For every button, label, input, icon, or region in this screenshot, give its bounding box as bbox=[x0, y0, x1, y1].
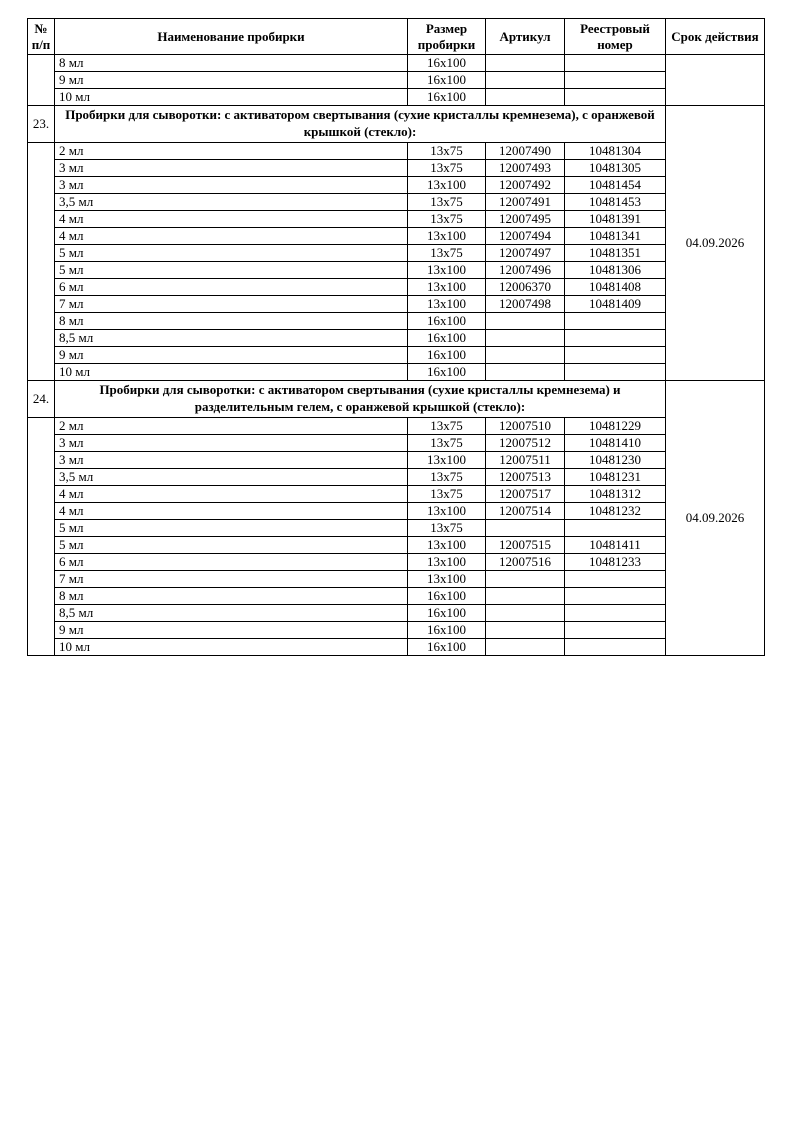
table-row bbox=[28, 160, 765, 177]
column-header-registry: Реестровый номер bbox=[565, 19, 666, 55]
tube-name-cell: 3 мл bbox=[55, 452, 408, 469]
registry-number-cell: 10481409 bbox=[565, 296, 666, 313]
validity-cell: 04.09.2026 bbox=[666, 106, 765, 381]
tube-size-cell: 13x75 bbox=[408, 418, 486, 435]
registry-number-cell bbox=[565, 313, 666, 330]
row-number-cell: 24. bbox=[28, 381, 55, 418]
article-cell bbox=[486, 72, 565, 89]
article-cell: 12007498 bbox=[486, 296, 565, 313]
article-cell bbox=[486, 347, 565, 364]
table-row bbox=[28, 435, 765, 452]
article-cell: 12007517 bbox=[486, 486, 565, 503]
tube-name-cell: 8 мл bbox=[55, 55, 408, 72]
table-row bbox=[28, 89, 765, 106]
registry-number-cell: 10481341 bbox=[565, 228, 666, 245]
tube-table bbox=[27, 18, 765, 656]
registry-number-cell: 10481408 bbox=[565, 279, 666, 296]
registry-number-cell: 10481305 bbox=[565, 160, 666, 177]
tube-name-cell: 6 мл bbox=[55, 279, 408, 296]
tube-name-cell: 6 мл bbox=[55, 554, 408, 571]
tube-size-cell: 13x75 bbox=[408, 520, 486, 537]
article-cell bbox=[486, 55, 565, 72]
article-cell: 12007493 bbox=[486, 160, 565, 177]
article-cell bbox=[486, 605, 565, 622]
article-cell: 12007511 bbox=[486, 452, 565, 469]
tube-name-cell: 4 мл bbox=[55, 503, 408, 520]
tube-name-cell: 10 мл bbox=[55, 89, 408, 106]
tube-size-cell: 13x100 bbox=[408, 177, 486, 194]
table-row bbox=[28, 55, 765, 72]
table-row bbox=[28, 486, 765, 503]
tube-name-cell: 8,5 мл bbox=[55, 330, 408, 347]
tube-size-cell: 13x100 bbox=[408, 554, 486, 571]
table-row bbox=[28, 503, 765, 520]
table-row bbox=[28, 194, 765, 211]
table-row bbox=[28, 347, 765, 364]
article-cell bbox=[486, 89, 565, 106]
validity-cell bbox=[666, 55, 765, 106]
tube-name-cell: 5 мл bbox=[55, 537, 408, 554]
registry-number-cell: 10481304 bbox=[565, 143, 666, 160]
section-header-row bbox=[28, 106, 765, 143]
row-number-cell: 23. bbox=[28, 106, 55, 143]
tube-size-cell: 13x75 bbox=[408, 469, 486, 486]
tube-size-cell: 13x100 bbox=[408, 571, 486, 588]
tube-name-cell: 5 мл bbox=[55, 262, 408, 279]
article-cell: 12006370 bbox=[486, 279, 565, 296]
table-row bbox=[28, 296, 765, 313]
row-number-cell bbox=[28, 55, 55, 106]
tube-size-cell: 16x100 bbox=[408, 364, 486, 381]
tube-name-cell: 10 мл bbox=[55, 364, 408, 381]
row-number-cell bbox=[28, 418, 55, 656]
registry-number-cell: 10481231 bbox=[565, 469, 666, 486]
tube-name-cell: 5 мл bbox=[55, 245, 408, 262]
section-title-cell: Пробирки для сыворотки: с активатором свертывания (сухие кристаллы кремнезема) и разделительным гелем, с оранжевой крышкой (стекло): bbox=[55, 381, 666, 418]
table-row bbox=[28, 418, 765, 435]
article-cell bbox=[486, 364, 565, 381]
registry-number-cell bbox=[565, 588, 666, 605]
tube-name-cell: 2 мл bbox=[55, 418, 408, 435]
article-cell: 12007513 bbox=[486, 469, 565, 486]
article-cell bbox=[486, 520, 565, 537]
column-header-size: Размер пробирки bbox=[408, 19, 486, 55]
tube-size-cell: 13x100 bbox=[408, 296, 486, 313]
table-row bbox=[28, 469, 765, 486]
article-cell: 12007491 bbox=[486, 194, 565, 211]
tube-size-cell: 16x100 bbox=[408, 330, 486, 347]
tube-name-cell: 9 мл bbox=[55, 72, 408, 89]
registry-number-cell: 10481306 bbox=[565, 262, 666, 279]
table-row bbox=[28, 313, 765, 330]
article-cell bbox=[486, 588, 565, 605]
tube-name-cell: 9 мл bbox=[55, 347, 408, 364]
column-header-validity: Срок действия bbox=[666, 19, 765, 55]
table-row bbox=[28, 639, 765, 656]
tube-size-cell: 16x100 bbox=[408, 89, 486, 106]
registry-number-cell bbox=[565, 89, 666, 106]
table-row bbox=[28, 262, 765, 279]
tube-size-cell: 16x100 bbox=[408, 347, 486, 364]
table-row bbox=[28, 143, 765, 160]
column-header-name: Наименование пробирки bbox=[55, 19, 408, 55]
tube-name-cell: 7 мл bbox=[55, 571, 408, 588]
table-row bbox=[28, 228, 765, 245]
registry-number-cell: 10481391 bbox=[565, 211, 666, 228]
registry-number-cell bbox=[565, 571, 666, 588]
tube-size-cell: 16x100 bbox=[408, 605, 486, 622]
table-row bbox=[28, 571, 765, 588]
article-cell: 12007510 bbox=[486, 418, 565, 435]
column-header-number: № п/п bbox=[28, 19, 55, 55]
tube-size-cell: 13x100 bbox=[408, 503, 486, 520]
article-cell bbox=[486, 330, 565, 347]
tube-size-cell: 13x75 bbox=[408, 245, 486, 262]
article-cell bbox=[486, 571, 565, 588]
registry-number-cell: 10481411 bbox=[565, 537, 666, 554]
registry-number-cell bbox=[565, 330, 666, 347]
article-cell: 12007495 bbox=[486, 211, 565, 228]
tube-name-cell: 3 мл bbox=[55, 160, 408, 177]
table-row bbox=[28, 605, 765, 622]
table-row bbox=[28, 452, 765, 469]
tube-name-cell: 4 мл bbox=[55, 228, 408, 245]
table-row bbox=[28, 245, 765, 262]
row-number-cell bbox=[28, 143, 55, 381]
tube-size-cell: 16x100 bbox=[408, 588, 486, 605]
tube-name-cell: 4 мл bbox=[55, 211, 408, 228]
registry-number-cell bbox=[565, 347, 666, 364]
tube-size-cell: 13x100 bbox=[408, 279, 486, 296]
tube-name-cell: 2 мл bbox=[55, 143, 408, 160]
article-cell bbox=[486, 639, 565, 656]
tube-name-cell: 9 мл bbox=[55, 622, 408, 639]
registry-number-cell: 10481453 bbox=[565, 194, 666, 211]
article-cell: 12007490 bbox=[486, 143, 565, 160]
table-header bbox=[28, 19, 765, 55]
article-cell: 12007496 bbox=[486, 262, 565, 279]
tube-size-cell: 13x75 bbox=[408, 211, 486, 228]
article-cell: 12007512 bbox=[486, 435, 565, 452]
tube-name-cell: 3 мл bbox=[55, 177, 408, 194]
header-row bbox=[28, 19, 765, 55]
table-row bbox=[28, 622, 765, 639]
article-cell: 12007515 bbox=[486, 537, 565, 554]
tube-size-cell: 13x100 bbox=[408, 537, 486, 554]
tube-size-cell: 13x75 bbox=[408, 194, 486, 211]
tube-name-cell: 3 мл bbox=[55, 435, 408, 452]
table-row bbox=[28, 177, 765, 194]
tube-size-cell: 16x100 bbox=[408, 622, 486, 639]
article-cell: 12007494 bbox=[486, 228, 565, 245]
article-cell: 12007497 bbox=[486, 245, 565, 262]
table-row bbox=[28, 211, 765, 228]
registry-number-cell: 10481454 bbox=[565, 177, 666, 194]
article-cell: 12007492 bbox=[486, 177, 565, 194]
registry-number-cell bbox=[565, 605, 666, 622]
table-row bbox=[28, 279, 765, 296]
registry-number-cell bbox=[565, 639, 666, 656]
registry-number-cell bbox=[565, 72, 666, 89]
article-cell: 12007516 bbox=[486, 554, 565, 571]
registry-number-cell: 10481232 bbox=[565, 503, 666, 520]
registry-number-cell bbox=[565, 622, 666, 639]
tube-size-cell: 13x100 bbox=[408, 228, 486, 245]
section-title-cell: Пробирки для сыворотки: с активатором свертывания (сухие кристаллы кремнезема), с оранжевой крышкой (стекло): bbox=[55, 106, 666, 143]
registry-number-cell: 10481410 bbox=[565, 435, 666, 452]
tube-size-cell: 16x100 bbox=[408, 72, 486, 89]
tube-name-cell: 8 мл bbox=[55, 588, 408, 605]
tube-size-cell: 13x75 bbox=[408, 435, 486, 452]
tube-size-cell: 13x75 bbox=[408, 486, 486, 503]
registry-number-cell bbox=[565, 364, 666, 381]
tube-name-cell: 7 мл bbox=[55, 296, 408, 313]
registry-number-cell: 10481233 bbox=[565, 554, 666, 571]
article-cell: 12007514 bbox=[486, 503, 565, 520]
tube-size-cell: 13x100 bbox=[408, 262, 486, 279]
article-cell bbox=[486, 622, 565, 639]
table-row bbox=[28, 520, 765, 537]
tube-name-cell: 4 мл bbox=[55, 486, 408, 503]
tube-size-cell: 16x100 bbox=[408, 639, 486, 656]
registry-number-cell: 10481229 bbox=[565, 418, 666, 435]
tube-name-cell: 8 мл bbox=[55, 313, 408, 330]
registry-number-cell bbox=[565, 55, 666, 72]
article-cell bbox=[486, 313, 565, 330]
registry-number-cell bbox=[565, 520, 666, 537]
tube-name-cell: 8,5 мл bbox=[55, 605, 408, 622]
table-body bbox=[28, 55, 765, 656]
registry-number-cell: 10481230 bbox=[565, 452, 666, 469]
table-row bbox=[28, 554, 765, 571]
registry-number-cell: 10481312 bbox=[565, 486, 666, 503]
table-row bbox=[28, 588, 765, 605]
validity-cell: 04.09.2026 bbox=[666, 381, 765, 656]
tube-size-cell: 16x100 bbox=[408, 55, 486, 72]
tube-name-cell: 10 мл bbox=[55, 639, 408, 656]
tube-size-cell: 13x75 bbox=[408, 143, 486, 160]
section-header-row bbox=[28, 381, 765, 418]
column-header-article: Артикул bbox=[486, 19, 565, 55]
tube-name-cell: 3,5 мл bbox=[55, 469, 408, 486]
tube-name-cell: 3,5 мл bbox=[55, 194, 408, 211]
tube-size-cell: 13x75 bbox=[408, 160, 486, 177]
table-row bbox=[28, 364, 765, 381]
table-row bbox=[28, 72, 765, 89]
tube-name-cell: 5 мл bbox=[55, 520, 408, 537]
registry-number-cell: 10481351 bbox=[565, 245, 666, 262]
tube-size-cell: 16x100 bbox=[408, 313, 486, 330]
table-row bbox=[28, 330, 765, 347]
tube-size-cell: 13x100 bbox=[408, 452, 486, 469]
table-row bbox=[28, 537, 765, 554]
